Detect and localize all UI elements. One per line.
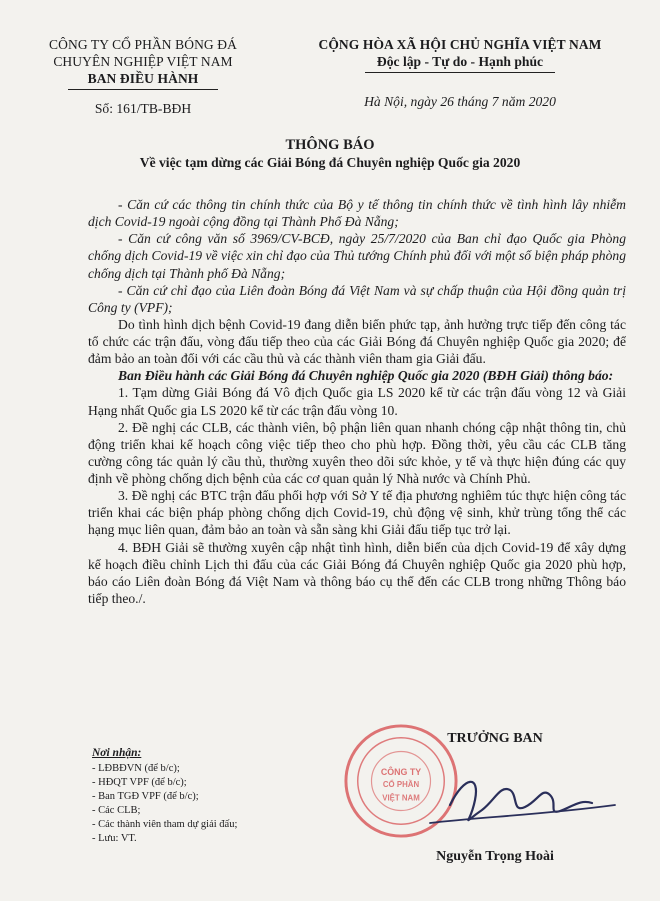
recipient-item: - HĐQT VPF (để b/c); (92, 776, 187, 788)
issuer-block (28, 36, 258, 117)
issuer-rule (68, 89, 218, 90)
handwritten-signature (420, 765, 620, 835)
recipient-item: - Các CLB; (92, 805, 141, 817)
recipient-item: - Các thành viên tham dự giải đấu; (92, 819, 238, 831)
signer-name: Nguyễn Trọng Hoài (436, 849, 554, 864)
issuer-line-3: BAN ĐIỀU HÀNH (87, 71, 199, 86)
document-heading: THÔNG BÁO (285, 137, 375, 153)
context-paragraph: Do tình hình dịch bệnh Covid-19 đang diễn biến phức tạp, ảnh hưởng trực tiếp đến công tác tổ chức các trận đấu, vòng đấu tiếp theo của các Giải Bóng đá Chuyên nghiệp Quốc gia 2020; để đảm bảo an toàn đối với các cầu thủ và các thành viên tham gia Giải đấu. (88, 316, 626, 367)
issuer-line-1: CÔNG TY CỔ PHẦN BÓNG ĐÁ (49, 37, 237, 52)
document-number: Số: 161/TB-BĐH (94, 101, 192, 116)
issuer-line-2: CHUYÊN NGHIỆP VIỆT NAM (53, 54, 233, 69)
basis-item: - Căn cứ các thông tin chính thức của Bộ y tế thông tin chính thức về tình hình lây nhiễm dịch Covid-19 ngoài cộng đồng tại Thành Phố Đà Nẵng; (88, 197, 626, 230)
national-motto: Độc lập - Tự do - Hạnh phúc (376, 54, 544, 69)
recipient-item: - Lưu: VT. (92, 833, 137, 845)
country-name: CỘNG HÒA XÃ HỘI CHỦ NGHĨA VIỆT NAM (318, 37, 602, 52)
announcement-line: Ban Điều hành các Giải Bóng đá Chuyên nghiệp Quốc gia 2020 (BĐH Giải) thông báo: (118, 368, 614, 384)
signer-role: TRƯỞNG BAN (447, 731, 543, 746)
decision-point: 4. BĐH Giải sẽ thường xuyên cập nhật tình hình, diễn biến của dịch Covid-19 để xây dựng kế hoạch điều chỉnh Lịch thi đấu của các Giải Bóng đá Chuyên nghiệp Quốc gia 2020 phù hợp, báo cáo Liên đoàn Bóng đá Việt Nam và thông báo cụ thể đến các CLB trong những Thông báo tiếp theo./. (88, 539, 626, 606)
document-title (20, 136, 640, 171)
national-block (270, 36, 650, 110)
motto-rule (365, 72, 555, 73)
svg-text:VIỆT NAM: VIỆT NAM (382, 793, 420, 803)
place-date: Hà Nội, ngày 26 tháng 7 năm 2020 (364, 94, 556, 110)
decision-point: 1. Tạm dừng Giải Bóng đá Vô địch Quốc gia LS 2020 kể từ các trận đấu vòng 12 và Giải Hạng nhất Quốc gia LS 2020 kể từ các trận đấu vòng 10. (88, 385, 626, 418)
document-subject: Về việc tạm dừng các Giải Bóng đá Chuyên nghiệp Quốc gia 2020 (139, 155, 521, 171)
recipients-block (92, 746, 237, 847)
recipient-item: - LĐBĐVN (để b/c); (92, 762, 180, 774)
recipient-item: - Ban TGĐ VPF (để b/c); (92, 790, 199, 802)
basis-item: - Căn cứ chỉ đạo của Liên đoàn Bóng đá Việt Nam và sự chấp thuận của Hội đồng quản trị Công ty (VPF); (88, 282, 626, 315)
svg-text:CÔNG TY: CÔNG TY (380, 767, 422, 778)
decision-point: 2. Đề nghị các CLB, các thành viên, bộ phận liên quan nhanh chóng cập nhật thông tin, chủ động triển khai kế hoạch công việc tiếp theo cho phù hợp. Đồng thời, yêu cầu các CLB tăng cường công tác quản lý cầu thủ, thường xuyên theo dõi sức khỏe, y tế và thực hiện đúng các quy định về phòng chống dịch bệnh của các cơ quan quản lý Nhà nước và Chính Phủ. (88, 419, 626, 486)
decision-point: 3. Đề nghị các BTC trận đấu phối hợp với Sở Y tế địa phương nghiêm túc thực hiện công tác triển khai các biện pháp phòng chống dịch Covid-19, chủ động vệ sinh, khử trùng tổng thể các hạng mục liên quan, đảm bảo an toàn và sẵn sàng khi Giải đấu tiếp tục trở lại. (88, 488, 626, 538)
svg-text:CỔ PHẦN: CỔ PHẦN (382, 779, 420, 789)
document-body (88, 196, 626, 607)
basis-item: - Căn cứ công văn số 3969/CV-BCĐ, ngày 25/7/2020 của Ban chỉ đạo Quốc gia Phòng chống dịch Covid-19 về việc xin chỉ đạo của Thủ tướng Chính phủ đối với một số biện pháp phòng chống dịch tại Thành phố Đà Nẵng; (88, 231, 626, 281)
recipients-heading: Nơi nhận: (92, 747, 142, 759)
